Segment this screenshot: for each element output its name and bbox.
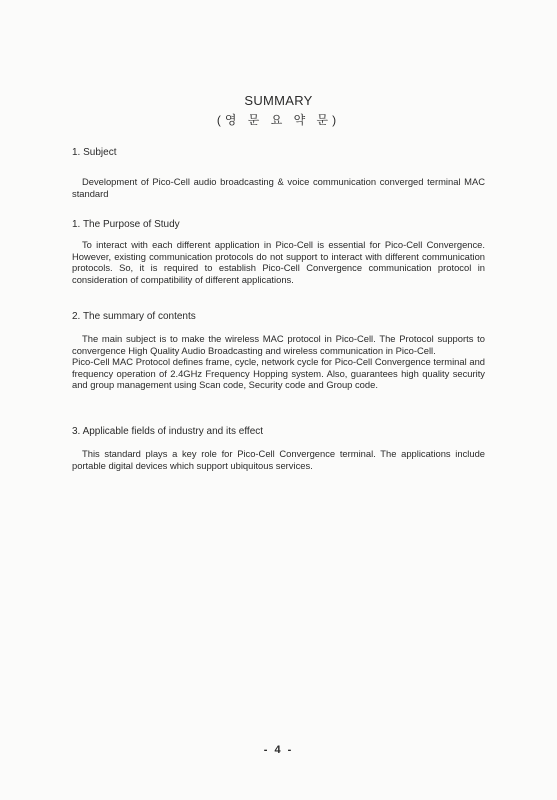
paragraph: The main subject is to make the wireless MAC protocol in Pico-Cell. The Protocol supports to convergence High Quality Audio Broadcasting and wireless communication in Pico-Cell. xyxy=(72,333,485,356)
section-heading-contents: 2. The summary of contents xyxy=(72,311,196,322)
section-heading-purpose: 1. The Purpose of Study xyxy=(72,219,180,230)
section-heading-applicable-fields: 3. Applicable fields of industry and its effect xyxy=(72,426,264,437)
paragraph: To interact with each different application in Pico-Cell is essential for Pico-Cell Convergence. However, existing communication protocols do not support to interact with different communication protocols. So, it is required to establish Pico-Cell Convergence communication protocol in consideration of compatibility of different applications. xyxy=(72,239,485,285)
summary-subtitle: (영 문 요 약 문) xyxy=(216,113,341,127)
section-body-applicable-fields xyxy=(72,448,485,471)
summary-title: SUMMARY xyxy=(244,93,313,108)
paragraph: This standard plays a key role for Pico-Cell Convergence terminal. The applications include portable digital devices which support ubiquitous services. xyxy=(72,448,485,471)
section-heading-subject: 1. Subject xyxy=(72,147,117,158)
paragraph: Development of Pico-Cell audio broadcasting & voice communication converged terminal MAC standard xyxy=(72,176,485,199)
section-body-purpose xyxy=(72,239,485,285)
section-body-subject xyxy=(72,176,485,199)
page-number: - 4 - xyxy=(263,744,294,756)
section-body-contents xyxy=(72,333,485,391)
paragraph: Pico-Cell MAC Protocol defines frame, cycle, network cycle for Pico-Cell Convergence terminal and frequency operation of 2.4GHz Frequency Hopping system. Also, guarantees high quality security and group management using Scan code, Security code and Group code. xyxy=(72,356,485,391)
title-block xyxy=(0,92,557,129)
